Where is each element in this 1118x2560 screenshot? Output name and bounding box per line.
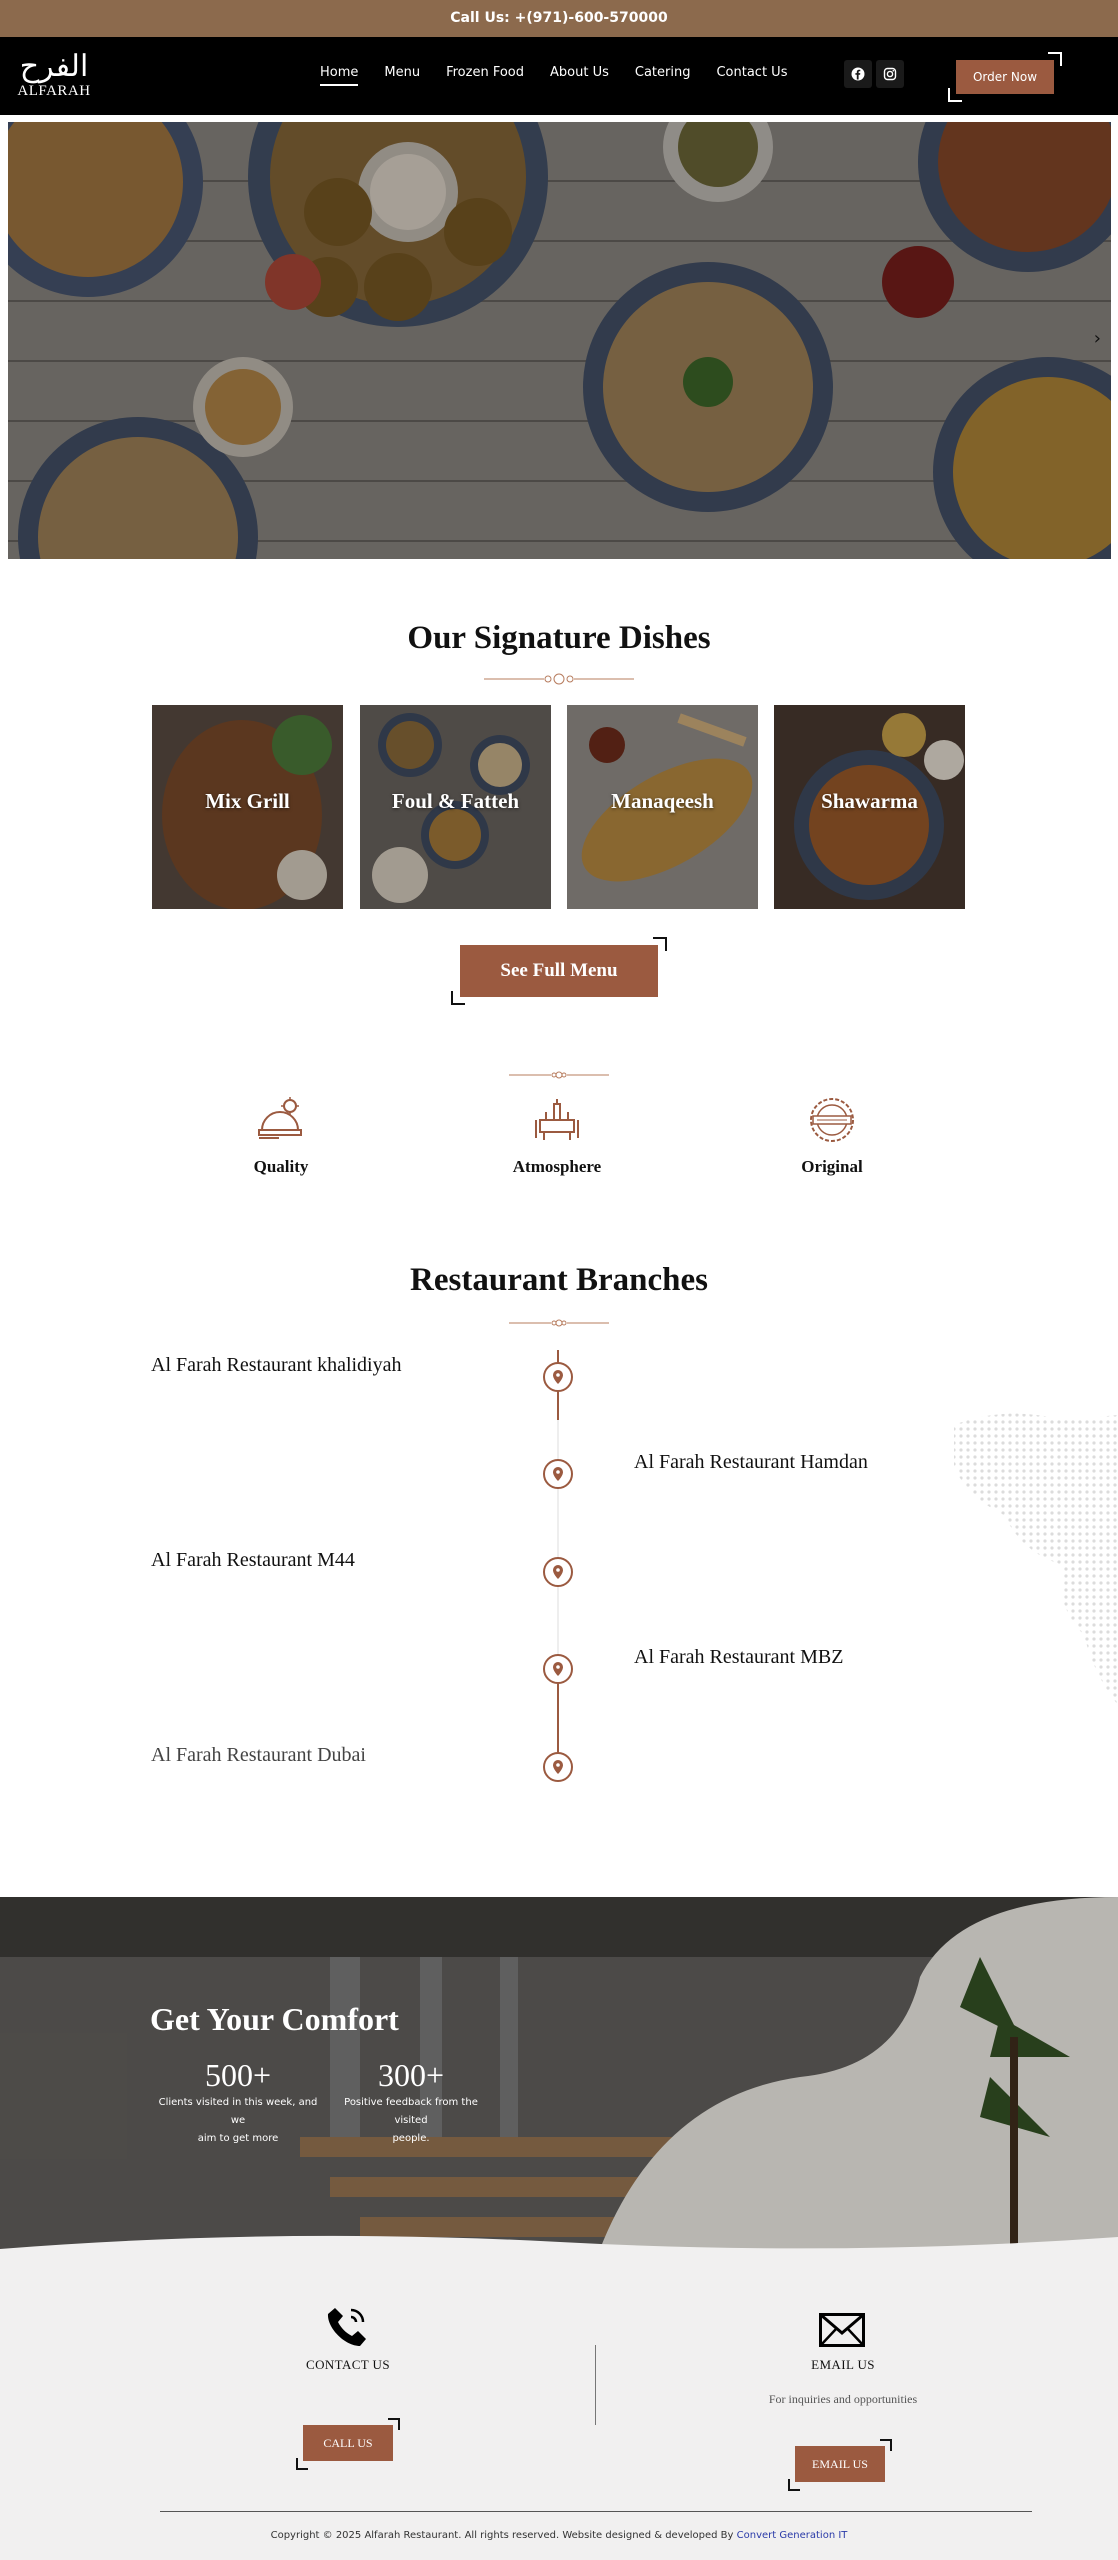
dish-title: Foul & Fatteh	[391, 789, 520, 813]
stat-feedback	[331, 2057, 491, 2148]
feature-quality	[201, 1096, 361, 1177]
logo-text: ALFARAH	[17, 83, 91, 99]
dish-title: Mix Grill	[205, 789, 290, 813]
nav-catering[interactable]: Catering	[634, 65, 691, 80]
dining-table-icon	[532, 1096, 582, 1144]
call-us-button[interactable]: CALL US	[303, 2425, 393, 2461]
feature-label: Original	[801, 1157, 863, 1176]
branch-khalidiyah: Al Farah Restaurant khalidiyah	[151, 1354, 402, 1376]
copyright-text: Copyright © 2025 Alfarah Restaurant. All rights reserved. Website designed & developed By	[270, 2530, 734, 2541]
topbar	[0, 0, 1118, 37]
contact-section	[0, 2249, 1118, 2560]
location-pin-icon[interactable]	[543, 1362, 573, 1392]
hero-food-image	[8, 122, 1111, 559]
ornament-divider	[509, 1316, 609, 1330]
stat-value: 500+	[204, 2057, 272, 2093]
feature-label: Atmosphere	[512, 1157, 602, 1176]
facebook-icon[interactable]	[844, 60, 872, 88]
logo[interactable]	[14, 51, 94, 107]
feature-original	[752, 1096, 912, 1177]
location-pin-icon[interactable]	[543, 1459, 573, 1489]
branches-title: Restaurant Branches	[410, 1262, 708, 1298]
nav-about-us[interactable]: About Us	[550, 65, 609, 80]
comfort-section	[0, 1897, 1118, 2249]
envelope-icon	[819, 2313, 865, 2347]
email-subtext: For inquiries and opportunities	[768, 2392, 918, 2406]
divider-line	[595, 2345, 596, 2425]
footer-rule	[160, 2511, 1032, 2512]
comfort-title: Get Your Comfort	[150, 2001, 399, 2037]
cloche-icon	[256, 1096, 306, 1144]
stat-description: people.	[392, 2133, 430, 2144]
timeline-progress	[557, 1680, 559, 1760]
phone-text[interactable]: Call Us: +(971)-600-570000	[450, 10, 668, 26]
location-pin-icon[interactable]	[543, 1654, 573, 1684]
developer-link[interactable]: Convert Generation IT	[736, 2530, 848, 2541]
signature-title: Our Signature Dishes	[407, 620, 711, 656]
stat-clients	[158, 2057, 318, 2148]
ornament-divider	[509, 1068, 609, 1082]
nav-home[interactable]: Home	[320, 65, 358, 86]
instagram-icon[interactable]	[876, 60, 904, 88]
chevron-right-icon[interactable]: ›	[1093, 328, 1101, 349]
hero-banner	[8, 122, 1111, 559]
stat-description: Positive feedback from the visited	[344, 2097, 478, 2126]
nav-menu[interactable]: Menu	[384, 65, 421, 80]
dish-title: Manaqeesh	[611, 789, 714, 813]
email-us-wrap	[788, 2439, 892, 2491]
email-us-button[interactable]: EMAIL US	[795, 2446, 885, 2482]
original-badge-icon	[807, 1096, 857, 1144]
order-now-wrap	[948, 52, 1062, 102]
feature-label: Quality	[253, 1157, 309, 1176]
contact-us-label: CONTACT US	[306, 2357, 390, 2372]
stat-description: Clients visited in this week, and we	[158, 2097, 318, 2126]
world-map-decoration	[944, 1405, 1118, 1705]
call-us-wrap	[296, 2418, 400, 2470]
see-full-menu-button[interactable]: See Full Menu	[460, 945, 658, 997]
phone-icon	[325, 2304, 369, 2348]
stat-value: 300+	[377, 2057, 445, 2093]
email-us-label: EMAIL US	[811, 2357, 875, 2372]
location-pin-icon[interactable]	[543, 1557, 573, 1587]
dish-title: Shawarma	[821, 789, 918, 813]
dish-card-shawarma[interactable]	[774, 705, 965, 909]
main-nav	[320, 65, 787, 86]
branch-mbz: Al Farah Restaurant MBZ	[634, 1646, 844, 1668]
dish-card-mix-grill[interactable]	[152, 705, 343, 909]
dish-card-foul-fatteh[interactable]	[360, 705, 551, 909]
copyright	[0, 2530, 1118, 2541]
ornament-divider	[484, 671, 634, 687]
logo-arabic: الفرح	[19, 49, 89, 84]
branch-m44: Al Farah Restaurant M44	[151, 1549, 355, 1571]
feature-atmosphere	[477, 1096, 637, 1177]
dish-card-manaqeesh[interactable]	[567, 705, 758, 909]
branch-dubai: Al Farah Restaurant Dubai	[151, 1744, 366, 1766]
location-pin-icon[interactable]	[543, 1752, 573, 1782]
nav-contact-us[interactable]: Contact Us	[716, 65, 788, 80]
full-menu-wrap	[451, 937, 667, 1005]
stat-description: aim to get more	[197, 2133, 279, 2144]
order-now-button[interactable]: Order Now	[956, 60, 1054, 94]
branch-hamdan: Al Farah Restaurant Hamdan	[634, 1451, 868, 1473]
nav-frozen-food[interactable]: Frozen Food	[446, 65, 525, 80]
